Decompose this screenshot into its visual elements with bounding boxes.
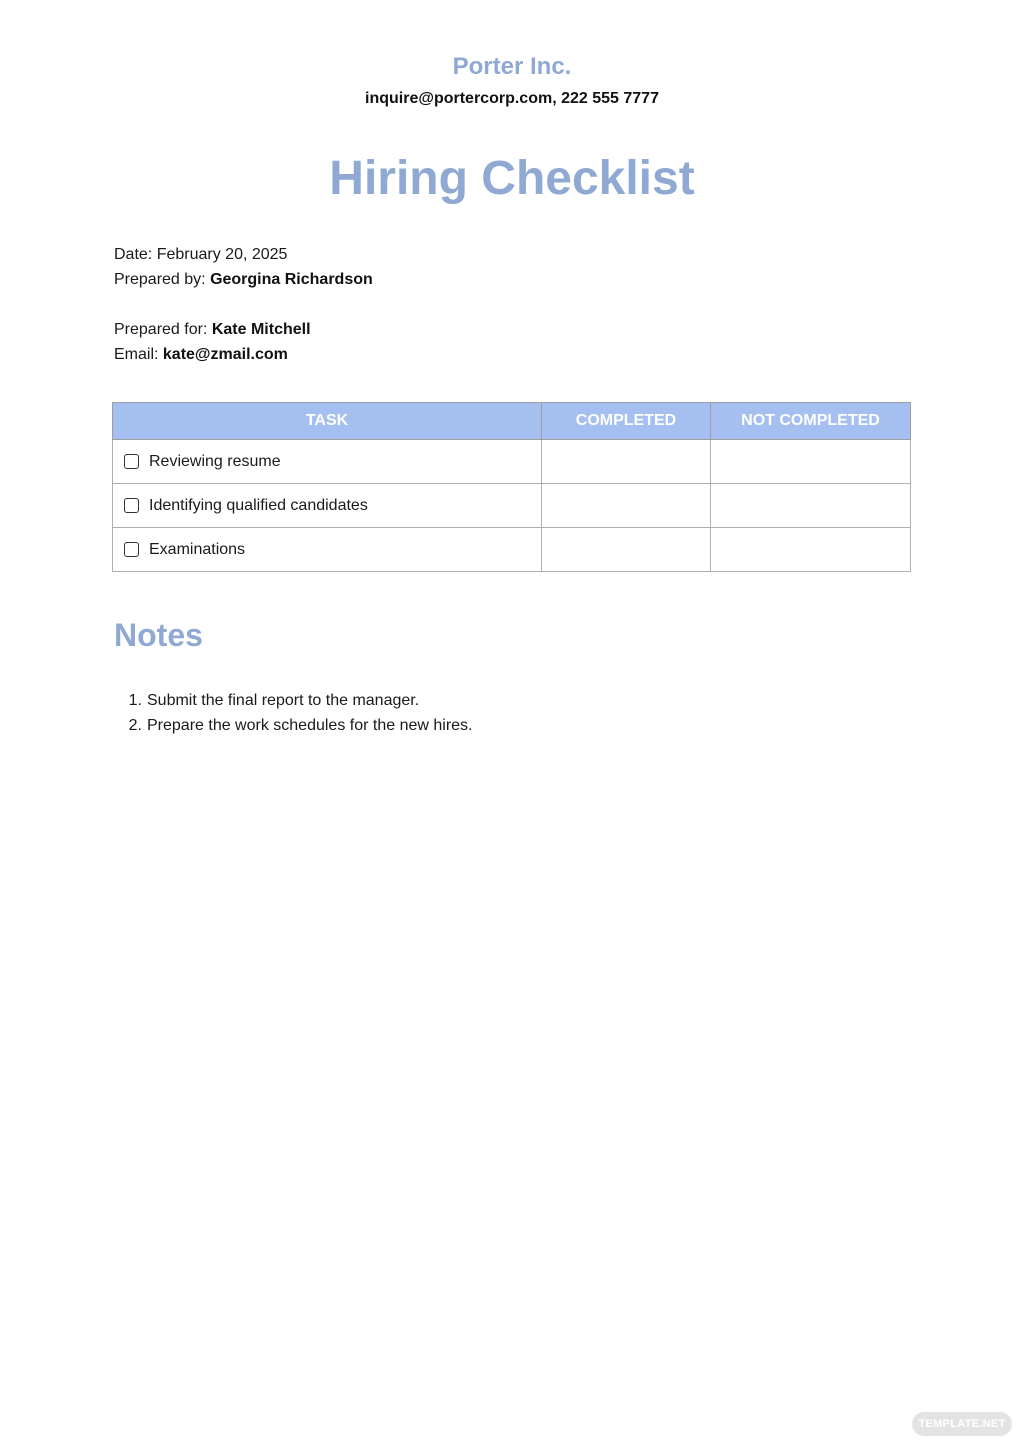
notes-list	[114, 688, 473, 738]
list-item-number: 1.	[128, 692, 142, 709]
table-row	[113, 440, 911, 484]
email-value: kate@zmail.com	[162, 346, 288, 363]
meta-prepared-for	[114, 320, 311, 340]
list-item-text: Submit the final report to the manager.	[147, 692, 420, 709]
table-row	[113, 528, 911, 572]
list-item-text: Prepare the work schedules for the new hires.	[147, 717, 473, 734]
prepared-for-label: Prepared for:	[114, 321, 208, 338]
prepared-for-value: Kate Mitchell	[211, 321, 311, 338]
meta-date	[114, 245, 287, 265]
column-header-not-completed: NOT COMPLETED	[711, 403, 911, 440]
task-checkbox[interactable]	[124, 454, 139, 469]
email-label: Email:	[114, 346, 159, 363]
task-cell	[113, 440, 542, 484]
date-value: February 20, 2025	[156, 246, 288, 263]
table-header-row	[113, 403, 911, 440]
table-row	[113, 484, 911, 528]
completed-cell[interactable]	[542, 484, 711, 528]
list-item	[114, 713, 473, 738]
not-completed-cell[interactable]	[711, 440, 911, 484]
completed-cell[interactable]	[542, 440, 711, 484]
template-net-watermark[interactable]: TEMPLATE.NET	[912, 1412, 1012, 1436]
task-label: Reviewing resume	[149, 452, 281, 470]
document-title: Hiring Checklist	[329, 152, 695, 205]
notes-heading: Notes	[114, 617, 203, 653]
prepared-by-label: Prepared by:	[114, 271, 206, 288]
task-label: Identifying qualified candidates	[149, 496, 368, 514]
task-checkbox[interactable]	[124, 542, 139, 557]
meta-prepared-by	[114, 270, 373, 290]
not-completed-cell[interactable]	[711, 484, 911, 528]
company-name: Porter Inc.	[452, 53, 572, 80]
meta-email	[114, 345, 288, 365]
column-header-task: TASK	[113, 403, 542, 440]
prepared-by-value: Georgina Richardson	[210, 271, 373, 288]
task-label: Examinations	[149, 540, 246, 558]
list-item-number: 2.	[128, 717, 142, 734]
checklist-table	[112, 402, 911, 572]
date-label: Date:	[114, 246, 153, 263]
task-checkbox[interactable]	[124, 498, 139, 513]
company-contact: inquire@portercorp.com, 222 555 7777	[365, 90, 659, 107]
task-cell	[113, 528, 542, 572]
task-cell	[113, 484, 542, 528]
column-header-completed: COMPLETED	[542, 403, 711, 440]
not-completed-cell[interactable]	[711, 528, 911, 572]
completed-cell[interactable]	[542, 528, 711, 572]
list-item	[114, 688, 473, 713]
